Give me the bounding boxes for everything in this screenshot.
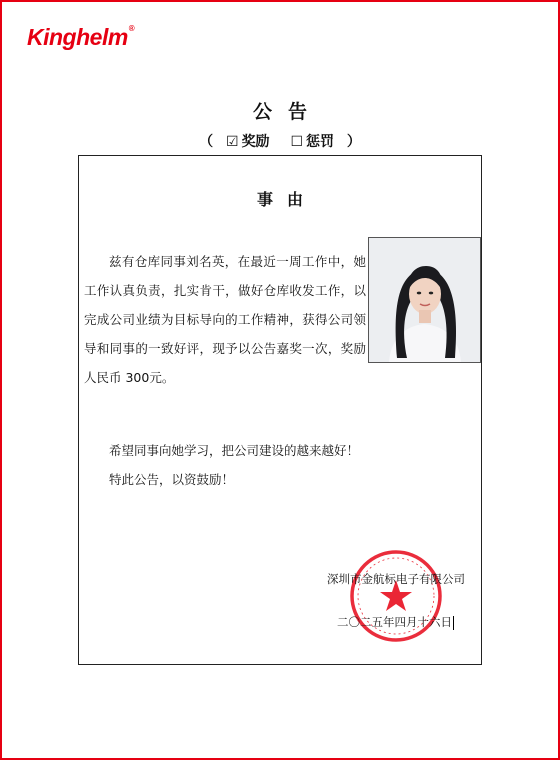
unchecked-box-icon[interactable]: ☐ xyxy=(290,134,303,150)
category-option-penalty[interactable] xyxy=(290,134,338,150)
paragraph-main: 兹有仓库同事刘名英，在最近一周工作中，她工作认真负责，扎实肯干，做好仓库收发工作，以完成公司业绩为目标导向的工作精神，获得公司领导和同事的一致好评，现予以公告嘉奖一次，奖励人民币 300元。 xyxy=(84,254,366,385)
reward-label: 奖励 xyxy=(241,134,270,150)
section-title: 事由 xyxy=(256,190,317,209)
penalty-label: 惩罚 xyxy=(306,134,334,150)
category-open-paren: （ xyxy=(199,134,214,150)
logo-text: Kinghelm xyxy=(27,24,128,50)
notice-title: 公告 xyxy=(252,101,323,123)
checked-box-icon[interactable]: ☑ xyxy=(226,134,239,150)
registered-mark: ® xyxy=(128,24,135,33)
company-name: 深圳市金航标电子有限公司 xyxy=(327,572,465,586)
kinghelm-logo xyxy=(27,24,134,51)
paragraph-closing: 特此公告，以资鼓励！ xyxy=(109,472,235,487)
notice-category xyxy=(0,131,560,151)
date-text: 二〇二五年四月十六日 xyxy=(337,615,452,629)
notice-content-box xyxy=(78,155,482,665)
category-close-paren: ） xyxy=(346,134,361,150)
notice-date xyxy=(337,614,454,630)
notice-body xyxy=(84,247,366,494)
category-option-reward[interactable] xyxy=(226,134,274,150)
employee-photo xyxy=(368,237,481,363)
text-cursor xyxy=(453,616,454,630)
paragraph-hope: 希望同事向她学习，把公司建设的越来越好！ xyxy=(109,443,360,458)
